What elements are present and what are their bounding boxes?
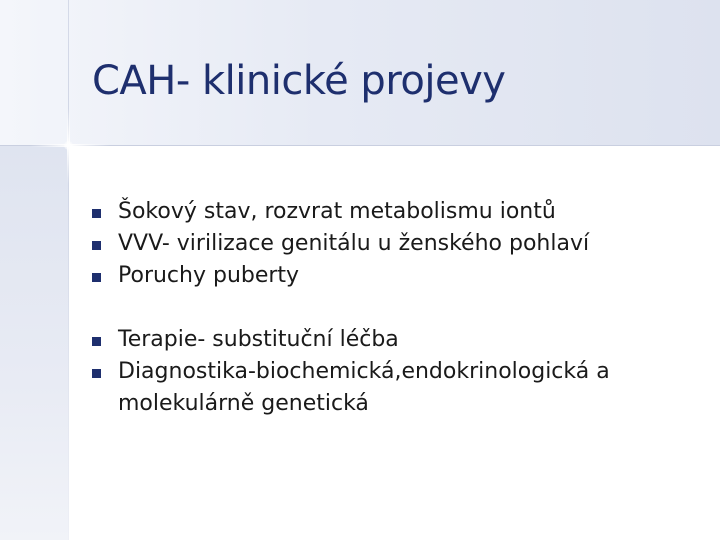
bullet-item xyxy=(88,356,688,420)
vertical-divider xyxy=(68,0,69,540)
square-bullet-icon xyxy=(92,241,101,250)
square-bullet-icon xyxy=(92,369,101,378)
bullet-text: Šokový stav, rozvrat metabolismu iontů xyxy=(118,199,556,224)
bullet-text: VVV- virilizace genitálu u ženského pohlaví xyxy=(118,231,590,256)
bullet-item xyxy=(88,260,688,292)
square-bullet-icon xyxy=(92,273,101,282)
slide-title: CAH- klinické projevy xyxy=(92,58,506,104)
bullet-list xyxy=(88,196,688,420)
square-bullet-icon xyxy=(92,209,101,218)
bullet-item xyxy=(88,324,688,356)
crosshair-sparkle-icon xyxy=(64,141,73,150)
left-band xyxy=(0,146,68,540)
bullet-item xyxy=(88,228,688,260)
square-bullet-icon xyxy=(92,337,101,346)
bullet-text: Poruchy puberty xyxy=(118,263,300,288)
bullet-item xyxy=(88,196,688,228)
bullet-text: Diagnostika-biochemická,endokrinologická a molekulárně genetická xyxy=(118,359,610,416)
bullet-text: Terapie- substituční léčba xyxy=(118,327,399,352)
